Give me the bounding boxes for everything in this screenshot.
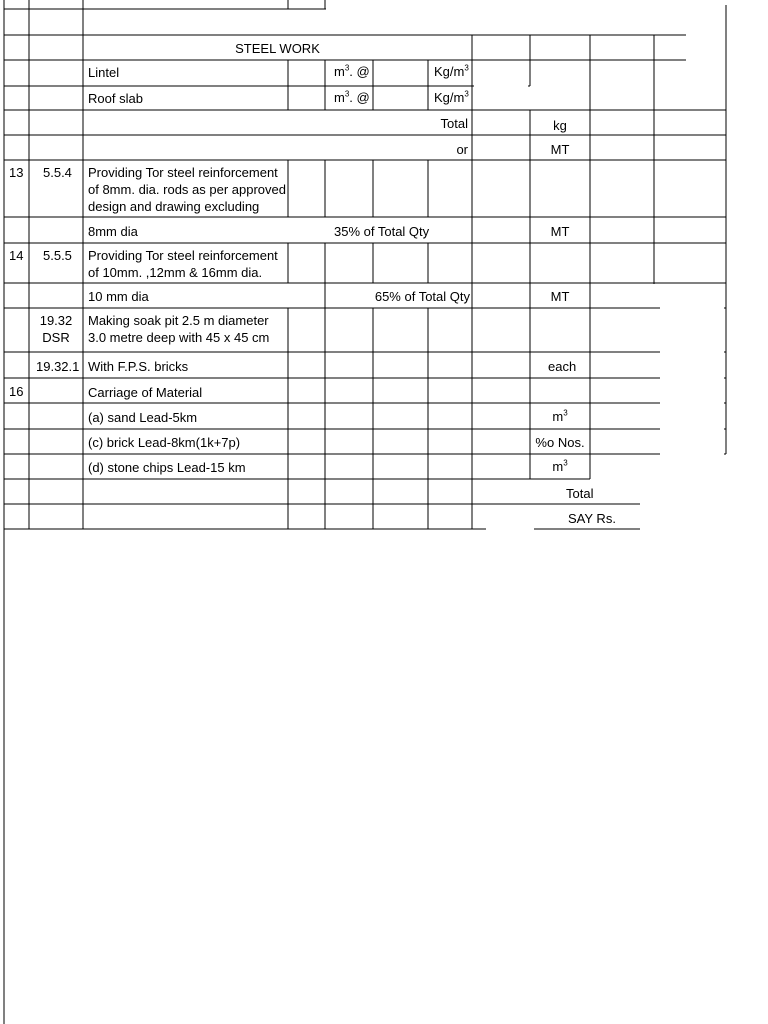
item16-desc: Carriage of Material — [88, 385, 203, 400]
sand-unit-sup: 3 — [563, 408, 568, 418]
m3-text: m — [334, 90, 345, 105]
blank-patch — [474, 62, 528, 108]
kgm-text: Kg/m — [434, 64, 465, 79]
blank-patch — [474, 530, 534, 536]
item15-1-desc: With F.P.S. bricks — [88, 359, 189, 374]
blank-patch — [592, 480, 652, 502]
item15-code-a: 19.32 — [39, 313, 73, 328]
or-unit: MT — [550, 142, 570, 157]
lintel-unit-kgm — [434, 63, 469, 80]
sand-unit-text: m — [552, 409, 564, 424]
roof-slab-unit-m3 — [334, 89, 370, 106]
dia10-unit: MT — [550, 289, 570, 304]
brick-desc: (c) brick Lead-8km(1k+7p) — [88, 435, 241, 450]
section-title: STEEL WORK — [235, 41, 320, 56]
dia10-qty: 65% of Total Qty — [374, 289, 470, 304]
item13-no: 13 — [9, 165, 24, 180]
dia8-qty: 35% of Total Qty — [334, 224, 430, 239]
or-label: or — [456, 142, 468, 157]
blank-patch — [660, 285, 724, 485]
item15-code-b: DSR — [42, 330, 70, 345]
item14-desc: Providing Tor steel reinforcement of 10mm. ,12mm & 16mm dia. — [88, 248, 278, 280]
stone-unit-sup: 3 — [563, 458, 568, 468]
brick-unit: %o Nos. — [535, 435, 585, 450]
item16-no: 16 — [9, 384, 24, 399]
lintel-unit-m3 — [334, 63, 370, 80]
item15-1-unit: each — [548, 359, 577, 374]
grand-total-label: Total — [566, 486, 594, 501]
m3-sup: 3 — [344, 89, 350, 99]
kgm-text: Kg/m — [434, 90, 465, 105]
stone-desc: (d) stone chips Lead-15 km — [88, 460, 246, 475]
dia8-label: 8mm dia — [88, 224, 138, 239]
item14-code: 5.5.5 — [43, 248, 72, 263]
at-text: . @ — [349, 90, 370, 105]
total-label: Total — [440, 116, 468, 131]
kgm-sup: 3 — [464, 89, 469, 99]
kgm-sup: 3 — [464, 63, 469, 73]
stone-unit — [530, 458, 590, 475]
item14-no: 14 — [9, 248, 24, 263]
item15-1-code: 19.32.1 — [36, 359, 80, 374]
item13-desc: Providing Tor steel reinforcement of 8mm. dia. rods as per approved design and drawing excluding — [88, 165, 286, 214]
roof-slab-unit-kgm — [434, 89, 469, 106]
item15-desc: Making soak pit 2.5 m diameter 3.0 metre deep with 45 x 45 cm — [88, 313, 270, 345]
m3-text: m — [334, 64, 345, 79]
sand-unit — [530, 408, 590, 425]
lintel-label: Lintel — [88, 65, 120, 80]
blank-patch — [474, 137, 528, 159]
item13-code: 5.5.4 — [43, 165, 72, 180]
at-text: . @ — [349, 64, 370, 79]
m3-sup: 3 — [344, 63, 350, 73]
stone-unit-text: m — [552, 459, 564, 474]
roof-slab-label: Roof slab — [88, 91, 143, 106]
sand-desc: (a) sand Lead-5km — [88, 410, 198, 425]
dia8-unit: MT — [550, 224, 570, 239]
dia10-label: 10 mm dia — [88, 289, 149, 304]
total-unit: kg — [553, 118, 567, 133]
say-rs-label: SAY Rs. — [568, 511, 616, 526]
